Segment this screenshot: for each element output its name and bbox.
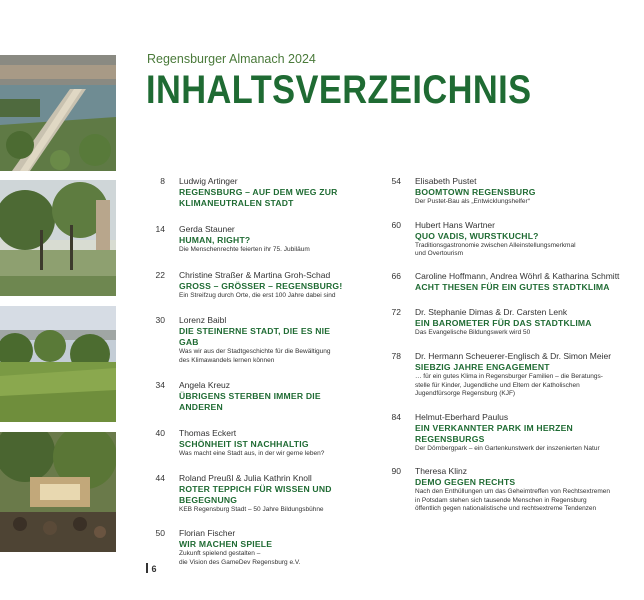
toc-author: Ludwig Artinger [179, 176, 238, 186]
toc-title: GROSS – GRÖSSER – REGENSBURG! [179, 280, 343, 291]
toc-description: die Vision des GameDev Regensburg e.V. [179, 558, 301, 566]
toc-title: DIE STEINERNE STADT, DIE ES NIE GAB [179, 326, 331, 347]
toc-author: Thomas Eckert [179, 428, 237, 438]
toc-description: Was wir aus der Stadtgeschichte für die Bewältigung [179, 348, 331, 355]
toc-entry[interactable] [380, 351, 630, 399]
toc-entry[interactable] [144, 473, 350, 515]
toc-page-number: 22 [155, 269, 165, 280]
toc-entry[interactable] [380, 307, 630, 338]
toc-author: Dr. Stephanie Dimas & Dr. Carsten Lenk [415, 306, 568, 317]
toc-description: Das Evangelische Bildungswerk wird 50 [415, 328, 531, 336]
toc-title: KLIMANEUTRALEN STADT [179, 198, 294, 208]
toc-description: Der Pustet-Bau als „Entwicklungshelfer“ [415, 198, 530, 205]
toc-author: Dr. Hermann Scheuerer-Englisch & Dr. Simon Meier [415, 351, 612, 361]
toc-author: Caroline Hoffmann, Andrea Wöhrl & Katharina Schmitt [415, 270, 620, 281]
toc-author: Christine Straßer & Martina Groh-Schad [179, 269, 331, 280]
toc-description: Ein Streifzug durch Orte, die erst 100 Jahre dabei sind [179, 291, 336, 299]
toc-entry[interactable] [144, 428, 350, 459]
toc-page-number: 50 [155, 528, 165, 538]
toc-page-number: 66 [391, 270, 401, 281]
toc-right-column [380, 176, 630, 514]
toc-entry[interactable] [380, 176, 630, 207]
toc-page-number: 60 [391, 219, 401, 230]
photo-city-bridge [0, 55, 116, 171]
toc-description: Traditionsgastronomie zwischen Alleinstellungsmerkmal [415, 241, 576, 249]
toc-description: und Overtourism [415, 250, 464, 257]
toc-author: Roland Preußl & Julia Kathrin Knoll [179, 472, 312, 483]
toc-title: EIN BAROMETER FÜR DAS STADTKLIMA [415, 317, 592, 328]
photo-meadow-view [0, 306, 116, 422]
toc-entry[interactable] [144, 270, 350, 301]
toc-title: REGENSBURGS [415, 433, 485, 444]
toc-page-number: 34 [155, 380, 165, 390]
toc-author: Gerda Stauner [179, 224, 235, 234]
toc-author: Hubert Hans Wartner [415, 219, 495, 230]
toc-entry[interactable] [144, 380, 350, 413]
page-footer [146, 563, 157, 574]
toc-title: BEGEGNUNG [179, 494, 238, 505]
toc-entry[interactable] [380, 220, 630, 259]
photo-trees-river [0, 180, 116, 296]
page-title: INHALTSVERZEICHNIS [146, 68, 532, 112]
toc-description: in Potsdam stehen sich tausende Menschen in Regensburg [415, 496, 587, 504]
toc-description: KEB Regensburg Stadt – 50 Jahre Bildungsbühne [179, 505, 324, 513]
toc-title: ACHT THESEN FÜR EIN GUTES STADTKLIMA [415, 281, 610, 292]
toc-description: Jugendfürsorge Regensburg (KJF) [415, 390, 516, 397]
toc-entry[interactable] [380, 271, 630, 293]
toc-title: EIN VERKANNTER PARK IM HERZEN [415, 422, 573, 433]
toc-page-number: 44 [155, 472, 165, 483]
toc-description: des Klimawandels lernen können [179, 356, 275, 364]
toc-description: stelle für Kinder, Jugendliche und Eltern der Katholischen [415, 381, 580, 389]
toc-page-number: 54 [391, 176, 401, 186]
toc-description: Zukunft spielend gestalten – [179, 550, 261, 557]
toc-author: Florian Fischer [179, 528, 236, 538]
toc-title: ROTER TEPPICH FÜR WISSEN UND [179, 483, 332, 494]
toc-page-number: 84 [391, 411, 401, 422]
toc-description: Die Menschenrechte feierten ihr 75. Jubiläum [179, 246, 310, 253]
footer-bar [146, 563, 148, 573]
toc-description: … für ein gutes Klima in Regensburger Familien – die Beratungs- [415, 373, 603, 380]
toc-page-number: 30 [155, 315, 165, 325]
almanac-subtitle: Regensburger Almanach 2024 [147, 52, 316, 66]
toc-entry[interactable] [144, 224, 350, 255]
toc-page-number: 78 [391, 351, 401, 361]
toc-entry[interactable] [380, 412, 630, 454]
toc-title: BOOMTOWN REGENSBURG [415, 187, 536, 197]
toc-entry[interactable] [144, 315, 350, 365]
toc-author: Elisabeth Pustet [415, 176, 477, 186]
toc-description: Der Dörnbergpark – ein Gartenkunstwerk der inszenierten Natur [415, 444, 600, 452]
toc-page-number: 14 [155, 224, 165, 234]
toc-entry[interactable] [380, 466, 630, 514]
toc-title: WIR MACHEN SPIELE [179, 539, 273, 549]
toc-title: SIEBZIG JAHRE ENGAGEMENT [415, 362, 550, 372]
toc-left-column [144, 176, 350, 567]
toc-page-number: 90 [391, 466, 401, 476]
toc-title: DEMO GEGEN RECHTS [415, 477, 516, 487]
toc-author: Lorenz Baibl [179, 315, 227, 325]
toc-author: Helmut-Eberhard Paulus [415, 411, 509, 422]
page-number: 6 [151, 564, 157, 574]
toc-title: ÜBRIGENS STERBEN IMMER DIE ANDEREN [179, 391, 321, 412]
toc-title: HUMAN, RIGHT? [179, 235, 251, 245]
toc-author: Angela Kreuz [179, 380, 231, 390]
toc-title: REGENSBURG – AUF DEM WEG ZUR [179, 187, 338, 197]
toc-description: Was macht eine Stadt aus, in der wir gerne leben? [179, 450, 325, 457]
photo-outdoor-event [0, 432, 116, 552]
toc-title: QUO VADIS, WURSTKUCHL? [415, 230, 539, 241]
toc-page-number: 72 [391, 306, 401, 317]
toc-entry[interactable] [144, 528, 350, 567]
toc-author: Theresa Klinz [415, 466, 467, 476]
toc-description: Nach den Enthüllungen um das Geheimtreffen von Rechtsextremen [415, 488, 610, 495]
toc-entry[interactable] [144, 176, 350, 209]
toc-page-number: 40 [155, 428, 165, 438]
toc-title: SCHÖNHEIT IST NACHHALTIG [179, 439, 309, 449]
toc-page-number: 8 [160, 176, 165, 186]
toc-description: öffentlich gegen nationalistische und rechtsextreme Tendenzen [415, 505, 597, 512]
